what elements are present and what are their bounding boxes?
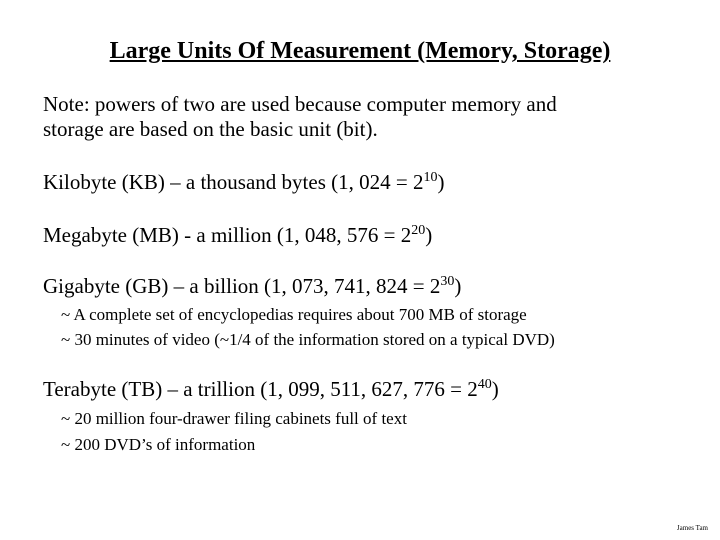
unit-gigabyte-text: Gigabyte (GB) – a billion (1, 073, 741, 824 = 2 [43, 274, 441, 298]
unit-kilobyte-text: Kilobyte (KB) – a thousand bytes (1, 024 = 2 [43, 170, 424, 194]
note-line-1: Note: powers of two are used because computer memory and [43, 92, 557, 116]
unit-gigabyte-exponent: 30 [440, 274, 455, 289]
unit-terabyte-text: Terabyte (TB) – a trillion (1, 099, 511, 627, 776 = 2 [43, 377, 478, 401]
note-line-2: storage are based on the basic unit (bit). [43, 117, 378, 141]
unit-kilobyte-close: ) [437, 170, 445, 194]
unit-megabyte-close: ) [425, 223, 433, 247]
unit-gigabyte-close: ) [454, 274, 462, 298]
gigabyte-example-video: ~ 30 minutes of video (~1/4 of the information stored on a typical DVD) [61, 330, 555, 349]
unit-terabyte [43, 376, 499, 402]
author-credit: James Tam [676, 524, 708, 532]
terabyte-example-dvds: ~ 200 DVD’s of information [61, 435, 256, 454]
unit-gigabyte [43, 273, 461, 299]
unit-kilobyte-exponent: 10 [423, 170, 438, 185]
unit-kilobyte [43, 169, 444, 195]
unit-megabyte-text: Megabyte (MB) - a million (1, 048, 576 = 2 [43, 223, 412, 247]
slide-title: Large Units Of Measurement (Memory, Storage) [109, 38, 611, 64]
unit-megabyte [43, 222, 432, 248]
unit-terabyte-close: ) [491, 377, 499, 401]
unit-terabyte-exponent: 40 [477, 377, 492, 392]
note-paragraph [43, 92, 693, 142]
terabyte-example-cabinets: ~ 20 million four-drawer filing cabinets full of text [61, 409, 407, 428]
gigabyte-example-encyclopedias: ~ A complete set of encyclopedias requires about 700 MB of storage [61, 305, 527, 324]
unit-megabyte-exponent: 20 [411, 223, 426, 238]
